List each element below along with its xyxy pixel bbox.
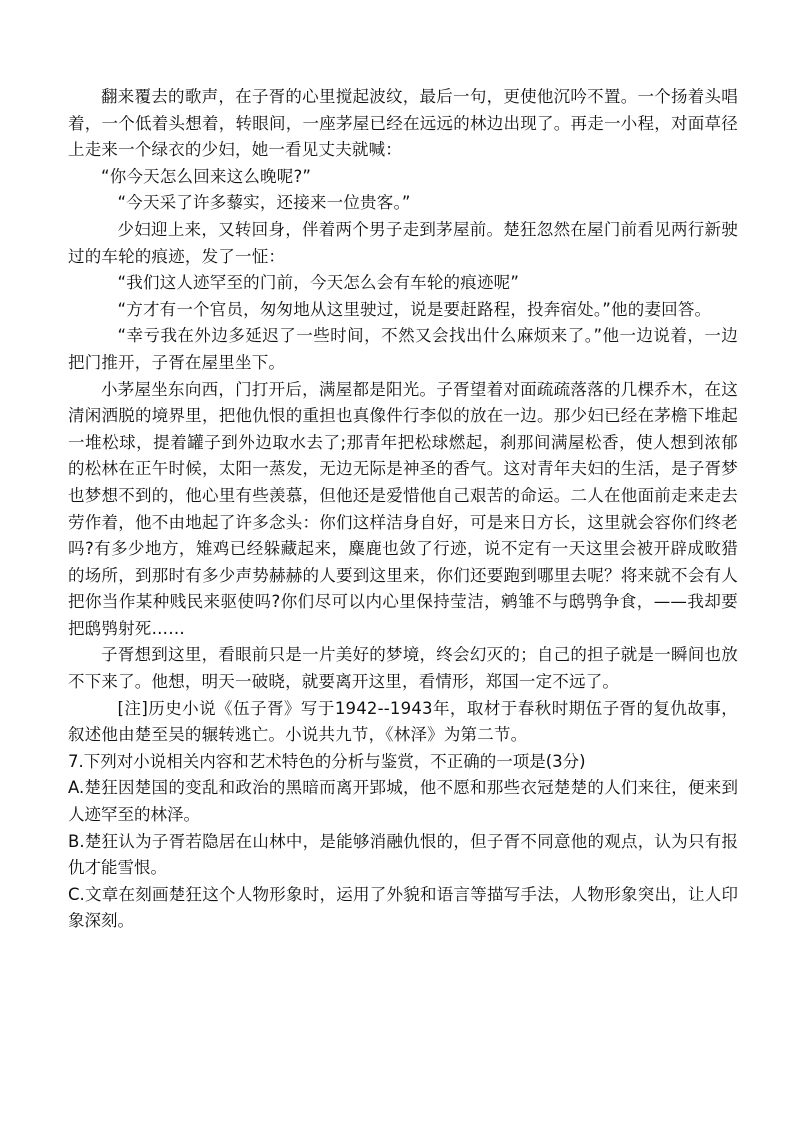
document-page [68, 84, 738, 935]
story-dialogue-1: “你今天怎么回来这么晚呢?” [101, 166, 312, 186]
story-paragraph-2: 少妇迎上来，又转回身，伴着两个男子走到茅屋前。楚狂忽然在屋门前看见两行新驶过的车轮的痕迹，发了一怔： [68, 219, 738, 266]
question-option-b: B.楚狂认为子胥若隐居在山林中，是能够消融仇恨的，但子胥不同意他的观点，认为只有报仇才能雪恨。 [68, 831, 738, 878]
story-dialogue-3: “我们这人迹罕至的门前，今天怎么会有车轮的痕迹呢” [117, 273, 520, 293]
story-paragraph-3: 小茅屋坐东向西，门打开后，满屋都是阳光。子胥望着对面疏疏落落的几棵乔木，在这清闲洒脱的境界里，把他仇恨的重担也真像件行李似的放在一边。那少妇已经在茅檐下堆起一堆松球，提着罐子到外边取水去了;那青年把松球燃起，刹那间满屋松香，使人想到浓郁的松林在正午时候，太阳一蒸发，无边无际是神圣的香气。这对青年夫妇的生活，是子胥梦也梦想不到的，他心里有些羡慕，但他还是爱惜他自己艰苦的命运。二人在他面前走来走去劳作着，他不由地起了许多念头：你们这样洁身自好，可是来日方长，这里就会容你们终老吗?有多少地方，雉鸡已经躲藏起来，麋鹿也敛了行迹，说不定有一天这里会被开辟成畋猎的场所，到那时有多少声势赫赫的人要到这里来，你们还要跑到哪里去呢？将来就不会有人把你当作某种贱民来驱使吗?你们尽可以内心里保持莹洁，鹓雏不与鸱鸮争食，——我却要把鸱鸮射死…… [68, 379, 738, 638]
story-paragraph-4: 子胥想到这里，看眼前只是一片美好的梦境，终会幻灭的；自己的担子就是一瞬间也放不下来了。他想，明天一破晓，就要离开这里，看情形，郑国一定不远了。 [68, 645, 738, 692]
story-dialogue-4: “方才有一个官员，匆匆地从这里驶过，说是要赶路程，投奔宿处。”他的妻回答。 [117, 299, 712, 319]
story-dialogue-5: “幸亏我在外边多延迟了一些时间，不然又会找出什么麻烦来了。”他一边说着，一边把门推开，子胥在屋里坐下。 [68, 326, 738, 372]
story-paragraph-1: 翻来覆去的歌声，在子胥的心里搅起波纹，最后一句，更使他沉吟不置。一个扬着头唱着，一个低着头想着，转眼间，一座茅屋已经在远远的林边出现了。再走一小程，对面草径上走来一个绿衣的少妇，她一看见丈夫就喊： [68, 87, 738, 160]
question-option-c: C.文章在刻画楚狂这个人物形象时，运用了外貌和语言等描写手法，人物形象突出，让人印象深刻。 [68, 884, 738, 931]
question-option-a: A.楚狂因楚国的变乱和政治的黑暗而离开郢城，他不愿和那些衣冠楚楚的人们来往，便来到人迹罕至的林泽。 [68, 778, 738, 825]
story-dialogue-2: “今天采了许多藜实，还接来一位贵客。” [117, 193, 411, 213]
question-stem: 7.下列对小说相关内容和艺术特色的分析与鉴赏，不正确的一项是(3分) [68, 751, 586, 771]
story-note: [注]历史小说《伍子胥》写于1942--1943年，取材于春秋时期伍子胥的复仇故事，叙述他由楚至吴的辗转逃亡。小说共九节，《林泽》为第二节。 [68, 698, 738, 745]
